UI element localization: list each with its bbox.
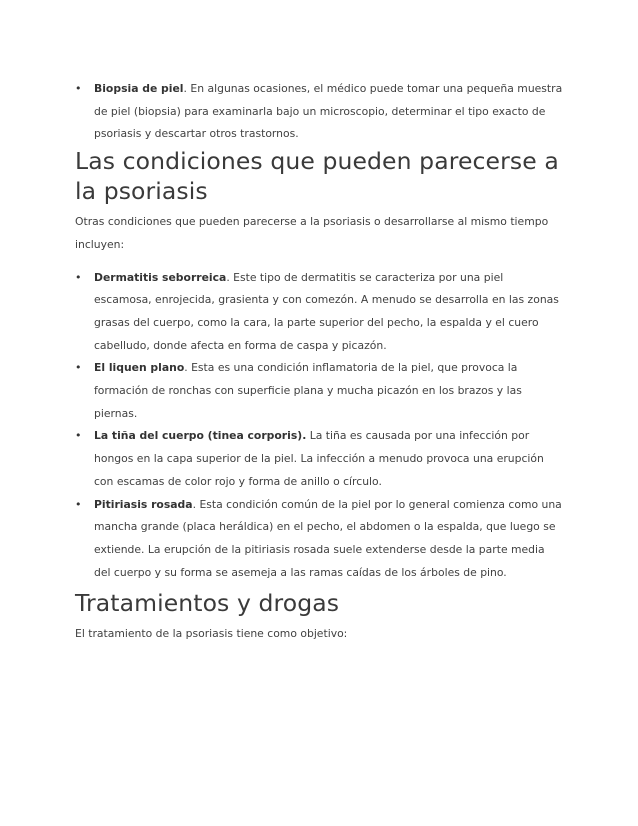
document-page <box>75 78 563 656</box>
list-item-text: . Esta es una condición inflamatoria de la piel, que provoca la formación de ronchas con superficie plana y mucha picazón en los brazos y las piernas. <box>94 361 522 420</box>
intro-bullet-list <box>75 78 563 146</box>
list-item-text: . En algunas ocasiones, el médico puede tomar una pequeña muestra de piel (biopsia) para examinarla bajo un microscopio, determinar el tipo exacto de psoriasis y descartar otros trastornos. <box>94 82 563 141</box>
list-item-term: Biopsia de piel <box>94 82 184 95</box>
conditions-bullet-list <box>75 267 563 585</box>
list-item-text: La tiña es causada por una infección por hongos en la capa superior de la piel. La infección a menudo provoca una erupción con escamas de color rojo y forma de anillo o círculo. <box>94 429 544 488</box>
list-item-biopsia <box>75 78 563 146</box>
list-item-term: Pitiriasis rosada <box>94 497 193 511</box>
bullet-icon: • <box>75 429 82 443</box>
list-item-pitiriasis <box>75 494 563 585</box>
list-item-tina <box>75 425 563 493</box>
list-item-term: La tiña del cuerpo (tinea corporis). <box>94 429 307 443</box>
list-item-dermatitis <box>75 267 563 358</box>
section-heading-conditions: Las condiciones que pueden parecerse a la psoriasis <box>75 147 559 206</box>
section-intro-treatments: El tratamiento de la psoriasis tiene como objetivo: <box>75 627 348 641</box>
list-item-term: El liquen plano <box>94 361 185 375</box>
list-item-text: . Este tipo de dermatitis se caracteriza por una piel escamosa, enrojecida, grasienta y con comezón. A menudo se desarrolla en las zonas grasas del cuerpo, como la cara, la parte superior del pecho, la espalda y el cuero cabelludo, donde afecta en forma de caspa y picazón. <box>94 270 559 352</box>
list-item-liquen <box>75 357 563 425</box>
list-item-text: . Esta condición común de la piel por lo general comienza como una mancha grande (placa heráldica) en el pecho, el abdomen o la espalda, que luego se extiende. La erupción de la pitiriasis rosada suele extenderse desde la parte media del cuerpo y su forma se asemeja a las ramas caídas de los árboles de pino. <box>94 497 562 579</box>
bullet-icon: • <box>75 270 82 284</box>
section-heading-treatments: Tratamientos y drogas <box>75 589 340 618</box>
section-intro-conditions: Otras condiciones que pueden parecerse a la psoriasis o desarrollarse al mismo tiempo incluyen: <box>75 215 549 251</box>
bullet-icon: • <box>75 361 82 375</box>
bullet-icon: • <box>75 82 82 95</box>
list-item-term: Dermatitis seborreica <box>94 270 227 284</box>
bullet-icon: • <box>75 497 82 511</box>
